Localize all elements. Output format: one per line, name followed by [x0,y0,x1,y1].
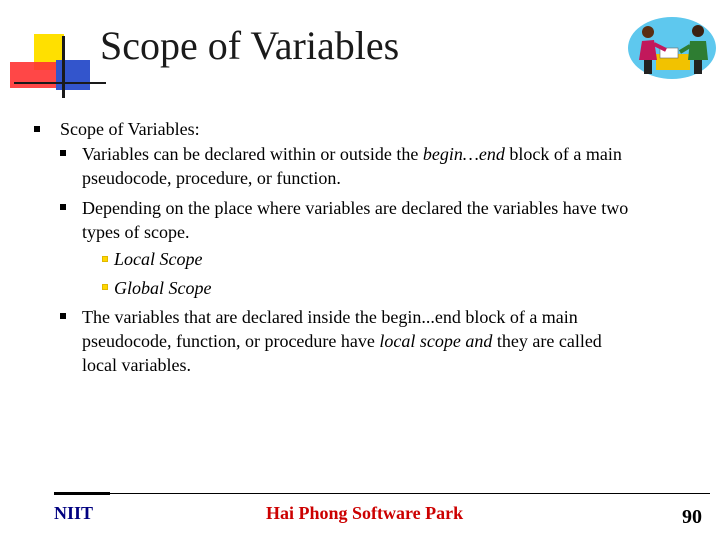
bullet-square [60,313,66,319]
footer-rule-thick [54,492,110,495]
footer-organization: Hai Phong Software Park [266,503,464,523]
item3-line3: local variables. [82,355,191,375]
sub-item-global: Global Scope [114,278,212,298]
item3-line1: The variables that are declared inside the begin...end block of a main [82,307,578,327]
bullet-square [60,150,66,156]
footer-rule [110,493,710,494]
bullet-square-yellow [102,256,108,262]
bullet-square [60,204,66,210]
item3-line2: pseudocode, function, or procedure have local scope and they are called [82,331,602,351]
bullet-square-yellow [102,284,108,290]
item2-line2: types of scope. [82,222,190,242]
decor-vertical-line [62,36,65,98]
sub-item-local: Local Scope [114,249,203,269]
bullet-square [34,126,40,132]
item1-line2: pseudocode, procedure, or function. [82,168,341,188]
item1-line1: Variables can be declared within or outside the begin…end block of a main [82,144,622,164]
business-meeting-icon [626,14,718,84]
heading-text: Scope of Variables: [60,119,200,139]
footer-brand: NIIT [54,503,94,523]
page-number: 90 [682,506,702,528]
decor-red-square [10,62,58,88]
item2-line1: Depending on the place where variables are declared the variables have two [82,198,629,218]
decor-horizontal-line [14,82,106,84]
slide-title: Scope of Variables [100,23,400,68]
